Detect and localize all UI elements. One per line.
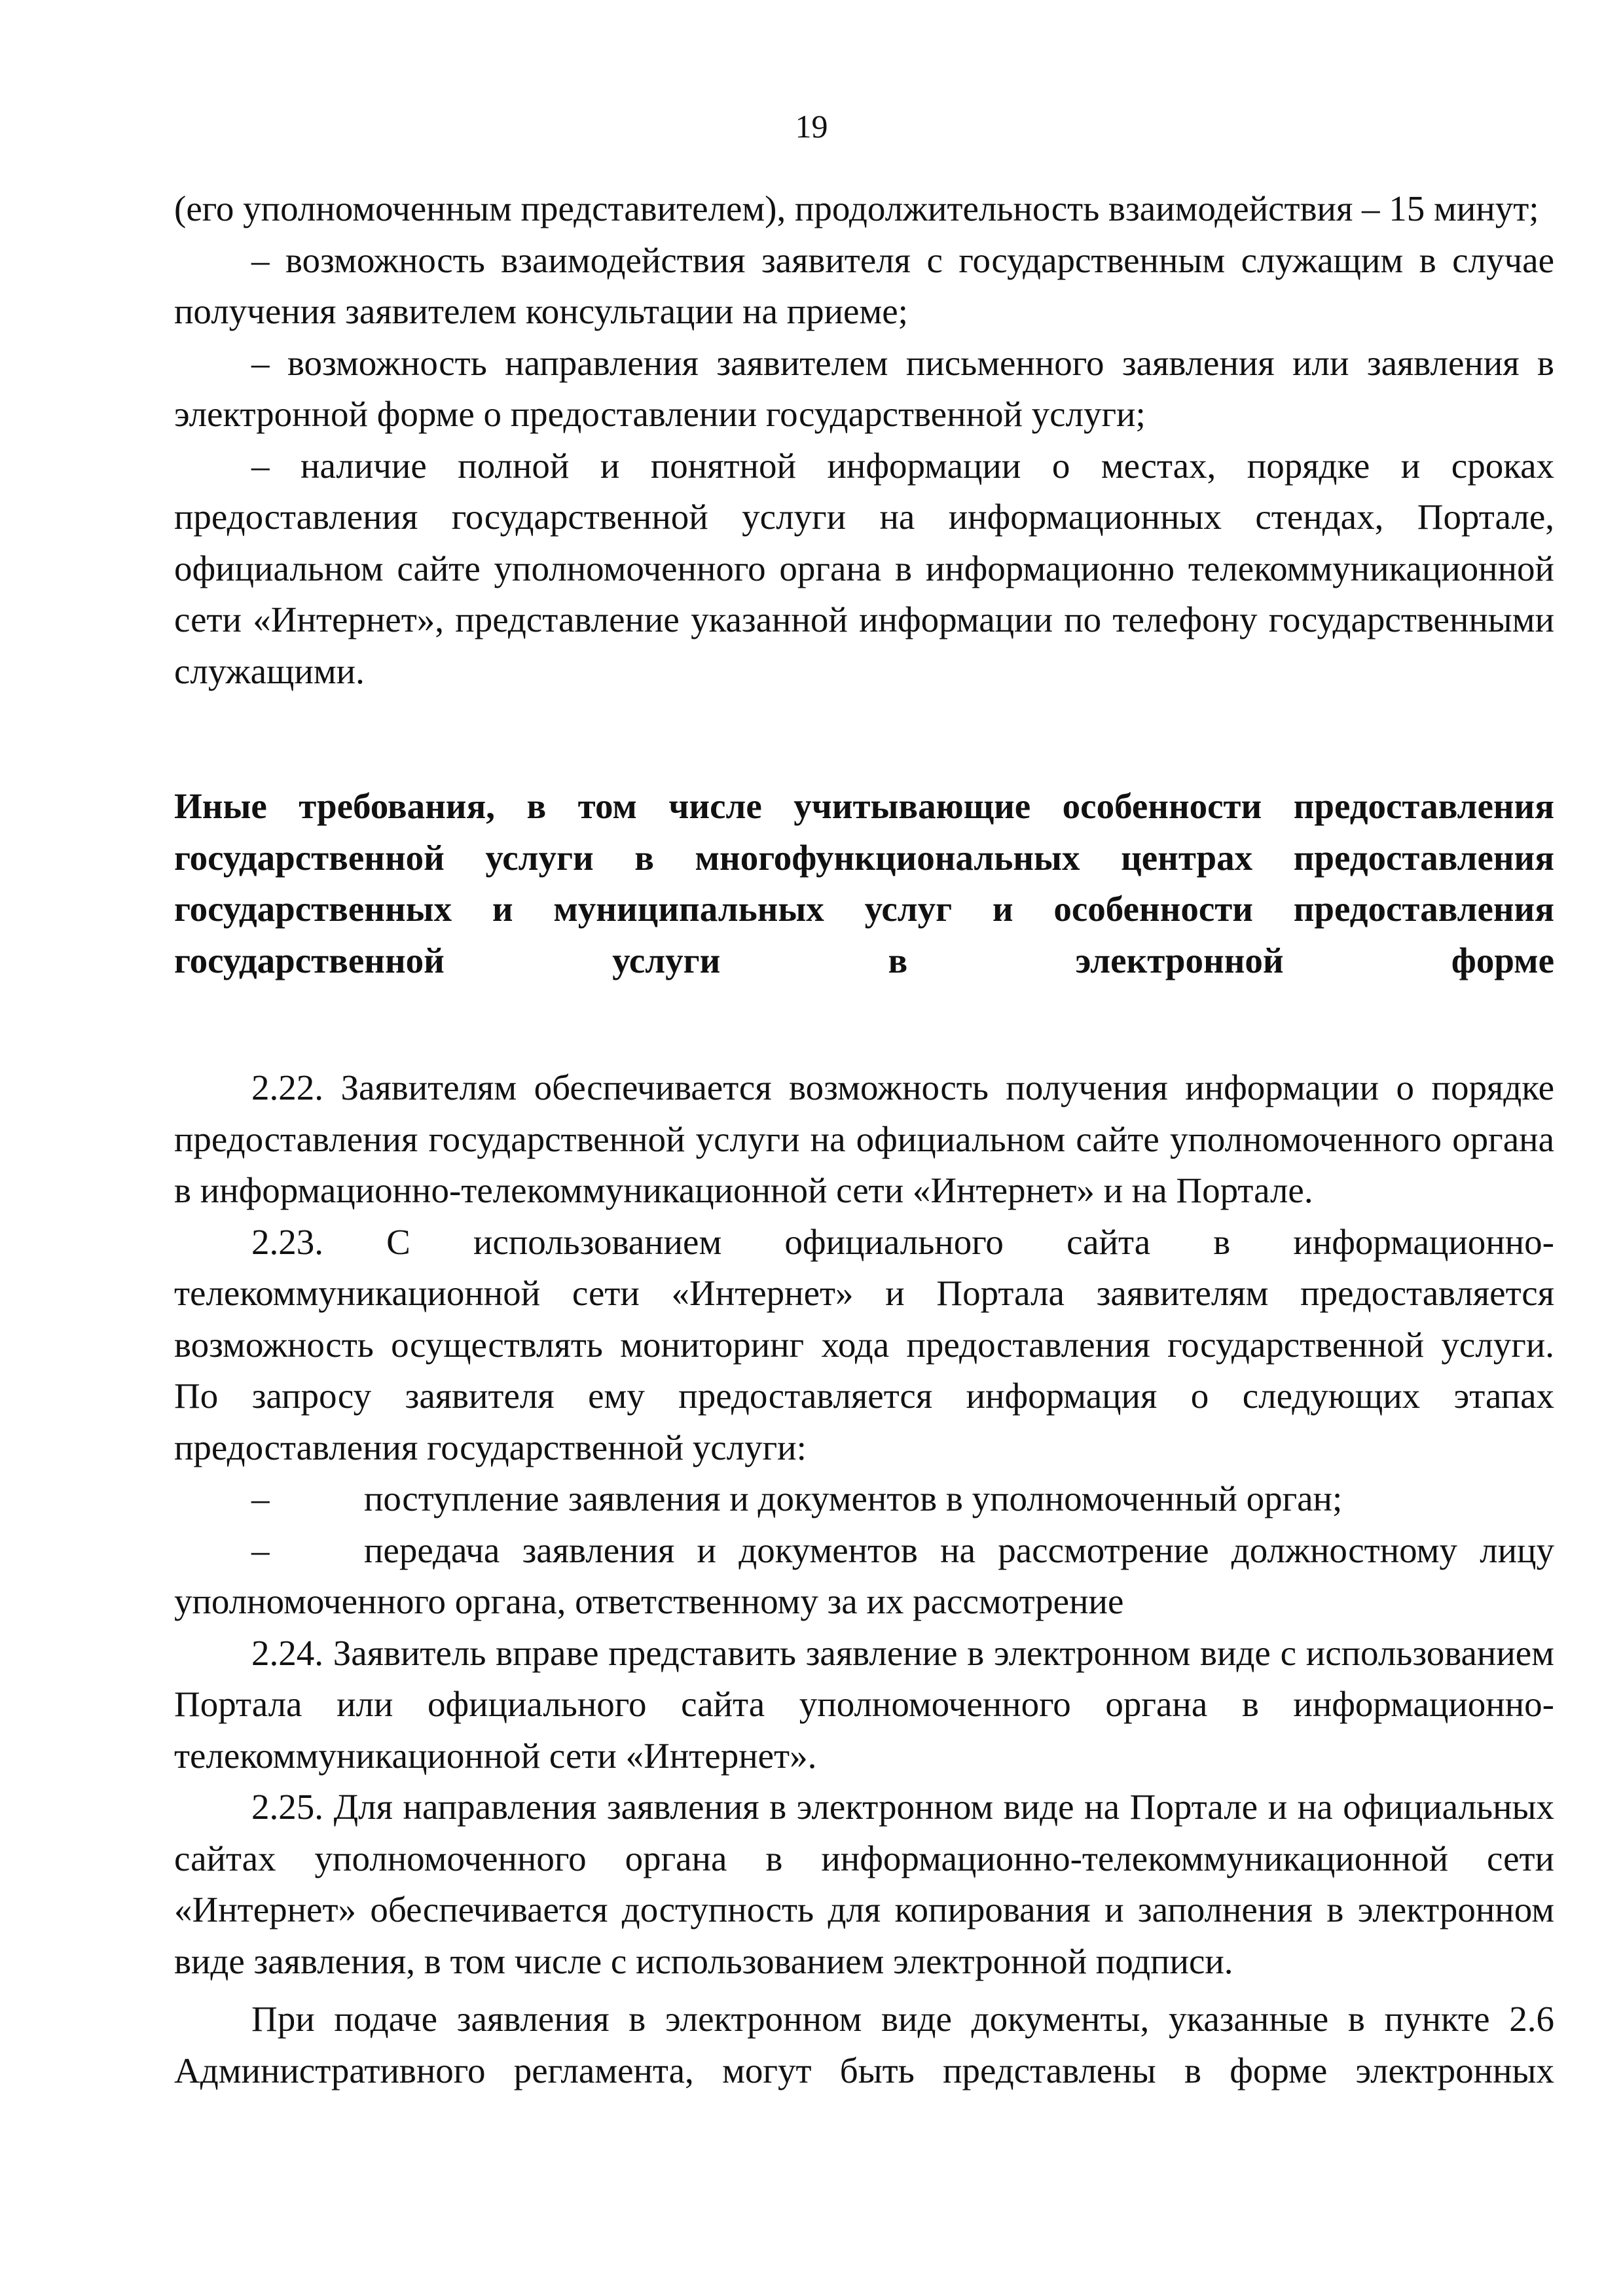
page-number: 19 (795, 108, 828, 145)
stage-text-continuation: уполномоченного органа, ответственному за их рассмотрение (174, 1581, 1124, 1621)
document-body (174, 183, 1554, 2096)
clause-2-23: 2.23. С использованием официального сайта в информационно-телекоммуникационной сети «Интернет» и Портала заявителям предоставляется возможность осуществлять мониторинг хода предоставления государственной услуги. По запросу заявителя ему предоставляется информация о следующих этапах предоставления государственной услуги: (174, 1221, 1554, 1467)
stage-text: передача заявления и документов на рассмотрение должностному лицу (364, 1530, 1554, 1570)
clause-2-22: 2.22. Заявителям обеспечивается возможность получения информации о порядке предоставления государственной услуги на официальном сайте уполномоченного органа в информационно-телекоммуникационной сети «Интернет» и на Портале. (174, 1067, 1554, 1210)
stage-item (174, 1473, 1554, 1525)
final-paragraph: При подаче заявления в электронном виде документы, указанные в пункте 2.6 Административного регламента, могут быть представлены в форме электронных (174, 1999, 1554, 2090)
list-dash: – (251, 1479, 270, 1518)
bullet-information-availability: – наличие полной и понятной информации о местах, порядке и сроках предоставления государственной услуги на информационных стендах, Портале, официальном сайте уполномоченного органа в информационно телекоммуникационной сети «Интернет», представление указанной информации по телефону государственными служащими. (174, 445, 1554, 691)
paragraph-continuation: (его уполномоченным представителем), продолжительность взаимодействия – 15 минут; (174, 188, 1539, 228)
stage-item (174, 1525, 1554, 1577)
list-dash: – (251, 1530, 270, 1570)
clause-2-24: 2.24. Заявитель вправе представить заявление в электронном виде с использованием Портала или официального сайта уполномоченного органа в информационно-телекоммуникационной сети «Интернет». (174, 1632, 1554, 1776)
stage-text: поступление заявления и документов в уполномоченный орган; (364, 1479, 1343, 1518)
clause-2-25: 2.25. Для направления заявления в электронном виде на Портале и на официальных сайтах уполномоченного органа в информационно-телекоммуникационной сети «Интернет» обеспечивается доступность для копирования и заполнения в электронном виде заявления, в том числе с использованием электронной подписи. (174, 1787, 1554, 1981)
section-heading: Иные требования, в том числе учитывающие особенности предоставления государственной услуги в многофункциональных центрах предоставления государственных и муниципальных услуг и особенности предоставления государственной услуги в электронной форме (174, 786, 1554, 980)
bullet-written-application: – возможность направления заявителем письменного заявления или заявления в электронной форме о предоставлении государственной услуги; (174, 342, 1554, 434)
bullet-consultation: – возможность взаимодействия заявителя с государственным служащим в случае получения заявителем консультации на приеме; (174, 240, 1554, 331)
